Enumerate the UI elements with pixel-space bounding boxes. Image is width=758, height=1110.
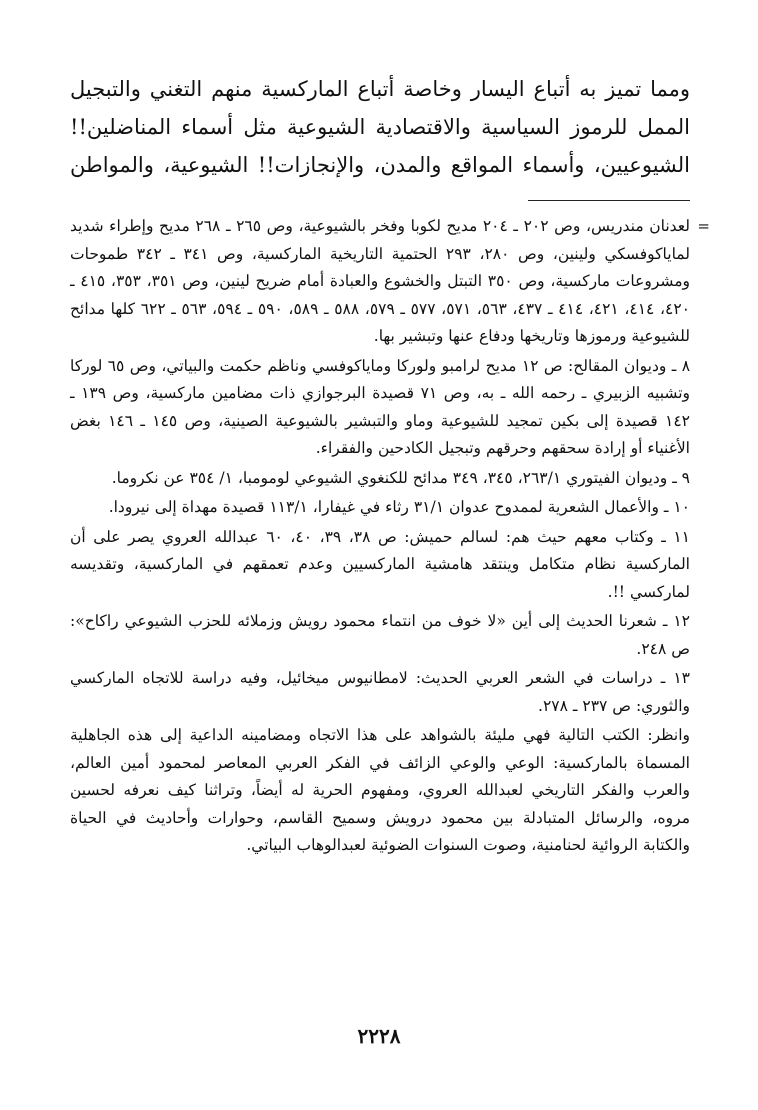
footnote-text: لعدنان مندريس، وص ٢٠٢ ـ ٢٠٤ مديح لكوبا وفخر بالشيوعية، وص ٢٦٥ ـ ٢٦٨ مديح وإطراء شديد لماياكوفسكي ولينين، وص ٢٨٠، ٢٩٣ الحتمية التاريخية الماركسية، وص ٣٤١ ـ ٣٤٢ طموحات ومشروعات ماركسية، وص ٣٥٠ التبتل والخشوع والعبادة أمام ضريح لينين، وص ٣٥١، ٣٥٣، ٤١٥ ـ ٤٢٠، ٤١٤، ٤٢١، ٤١٤ ـ ٤٣٧، ٥٦٣، ٥٧١، ٥٧٧ ـ ٥٧٩، ٥٨٨ ـ ٥٨٩، ٥٩٠ ـ ٥٩٤، ٥٦٣ ـ ٦٢٢ كلها مدائح للشيوعية ورموزها وتاريخها ودفاع عنها وتبشير بها.	[70, 217, 690, 345]
footnote-10: ١٠ ـ والأعمال الشعرية لممدوح عدوان ٣١/١ رثاء في غيفارا، ١١٣/١ قصيدة مهداة إلى نيرودا.	[108, 498, 690, 516]
main-text-line: ومما تميز به أتباع اليسار وخاصة أتباع الماركسية منهم التغني والتبجيل	[70, 77, 690, 101]
main-text-line: الممل للرموز السياسية والاقتصادية الشيوعية مثل أسماء المناضلين!!	[70, 115, 690, 139]
footnote-continuation	[70, 213, 710, 351]
footnote-11: ١١ ـ وكتاب معهم حيث هم: لسالم حميش: ص ٣٨، ٣٩، ٤٠، ٦٠ عبدالله العروي يصر على أن الماركسية نظام متكامل وينتقد هامشية الماركسيين وعدم تعمقهم في الماركسية، وتقديسه لماركسي !!.	[70, 527, 691, 601]
main-text-line: الشيوعيين، وأسماء المواقع والمدن، والإنجازات!! الشيوعية، والمواطن	[70, 153, 690, 177]
footnote-divider	[528, 200, 690, 201]
footnote-9: ٩ ـ وديوان الفيتوري ٢٦٣/١، ٣٤٥، ٣٤٩ مدائح للكنغوي الشيوعي لومومبا، ١/ ٣٥٤ عن نكروما.	[111, 468, 690, 487]
footnote-13: ١٣ ـ دراسات في الشعر العربي الحديث: لامطانيوس ميخائيل، وفيه دراسة للاتجاه الماركسي والثوري: ص ٢٣٧ ـ ٢٧٨.	[70, 669, 690, 715]
footnotes	[70, 213, 710, 860]
main-text	[70, 70, 690, 184]
footnote-12: ١٢ ـ شعرنا الحديث إلى أين «لا خوف من انتماء محمود رويش وزملائه للحزب الشيوعي راكاح»: ص ٢٤٨.	[70, 612, 690, 658]
page-body	[70, 70, 710, 862]
page-number: ٢٢٢٨	[357, 1024, 401, 1048]
footnote-8: ٨ ـ وديوان المقالح: ص ١٢ مديح لرامبو ولوركا وماياكوفسي وناظم حكمت والبياتي، وص ٦٥ لوركا وتشبيه الزبيري ـ رحمه الله ـ به، وص ٧١ قصيدة البرجوازي ذات مضامين ماركسية، وص ١٣٩ ـ ١٤٢ قصيدة إلى بكين تمجيد للشيوعية وماو والتبشير بالشيوعية الصينية، وص ١٤٥ ـ ١٤٦ بغض الأغنياء أو إرادة سحقهم وحرقهم وتبجيل الكادحين والفقراء.	[70, 356, 691, 457]
continuation-mark: =	[697, 217, 710, 235]
footnote-see-also: وانظر: الكتب التالية فهي مليئة بالشواهد على هذا الاتجاه ومضامينه الداعية إلى هذه الجاهلية المسماة بالماركسية: الوعي والوعي الزائف في الفكر العربي المعاصر لمحمود أمين العالم، والعرب والفكر التاريخي لعبدالله العروي، ومفهوم الحرية له أيضاً، وتراثنا كيف نعرفه لحسين مروه، والرسائل المتبادلة بين محمود درويش وسميح القاسم، وحوارات وأحاديث في الحياة والكتابة الروائية لحنامنية، وصوت السنوات الضوئية لعبدالوهاب البياتي.	[70, 726, 690, 854]
